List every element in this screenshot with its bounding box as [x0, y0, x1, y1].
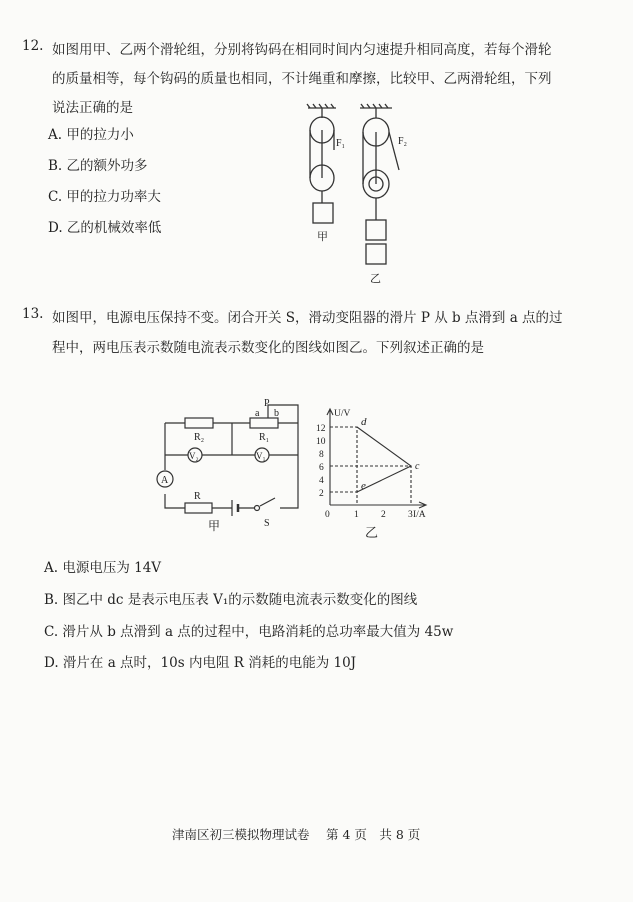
x-tick: 1 [354, 510, 359, 520]
q13-option-d: D. 滑片在 a 点时，10s 内电阻 R 消耗的电能为 10J [44, 655, 357, 671]
q12-stem-line3: 说法正确的是 [52, 100, 133, 116]
r2-label: R₂ [194, 432, 205, 443]
y-tick: 2 [319, 489, 324, 499]
q13-option-b: B. 图乙中 dc 是表示电压表 V₁的示数随电流表示数变化的图线 [44, 592, 418, 608]
q13-option-c: C. 滑片从 b 点滑到 a 点的过程中，电路消耗的总功率最大值为 45w [44, 624, 454, 640]
graph-caption: 乙 [365, 525, 379, 540]
f2-label: F₂ [398, 136, 408, 147]
y-tick: 10 [316, 437, 326, 447]
q13-stem-line2: 程中，两电压表示数随电流表示数变化的图线如图乙。下列叙述正确的是 [52, 340, 484, 356]
q12-option-a: A. 甲的拉力小 [48, 127, 134, 143]
pulley-figure [300, 100, 430, 290]
point-d: d [361, 416, 367, 428]
point-a-label: a [255, 408, 260, 419]
circuit-diagram [150, 380, 310, 540]
x-tick: 0 [325, 510, 330, 520]
q13-option-a: A. 电源电压为 14V [44, 560, 162, 576]
y-tick: 8 [319, 450, 324, 460]
q12-stem-line1: 如图用甲、乙两个滑轮组，分别将钩码在相同时间内匀速提升相同高度，若每个滑轮 [52, 42, 552, 58]
q12-stem-line2: 的质量相等，每个钩码的质量也相同，不计绳重和摩擦，比较甲、乙两滑轮组，下列 [52, 71, 552, 87]
point-c: c [415, 461, 420, 472]
r-label: R [194, 491, 201, 502]
circuit-caption: 甲 [208, 519, 221, 533]
label-jia: 甲 [317, 231, 328, 243]
x-axis-label: I/A [413, 510, 426, 520]
ui-graph [315, 405, 445, 550]
q12-option-d: D. 乙的机械效率低 [48, 220, 162, 236]
switch-label: S [264, 518, 270, 529]
q12-option-b: B. 乙的额外功多 [48, 158, 148, 174]
f1-label: F₁ [336, 138, 346, 149]
v2-meter: V₂ [189, 451, 199, 461]
q12-number: 12. [22, 38, 44, 54]
point-b-label: b [274, 408, 279, 419]
y-axis-label: U/V [334, 409, 351, 419]
x-tick: 2 [381, 510, 386, 520]
y-tick: 12 [316, 424, 326, 434]
label-yi: 乙 [370, 273, 381, 285]
page-footer: 津南区初三模拟物理试卷 第 4 页 共 8 页 [172, 827, 421, 842]
y-tick: 4 [319, 476, 324, 486]
point-e: e [361, 480, 366, 492]
ammeter: A [161, 475, 169, 486]
slider-p-label: P [264, 398, 270, 409]
q12-option-c: C. 甲的拉力功率大 [48, 189, 161, 205]
q13-number: 13. [22, 306, 44, 322]
v1-meter: V₁ [256, 451, 266, 461]
x-tick: 3 [408, 510, 413, 520]
q13-stem-line1: 如图甲，电源电压保持不变。闭合开关 S，滑动变阻器的滑片 P 从 b 点滑到 a 点的过 [52, 310, 563, 326]
y-tick: 6 [319, 463, 324, 473]
r1-label: R₁ [259, 432, 270, 443]
